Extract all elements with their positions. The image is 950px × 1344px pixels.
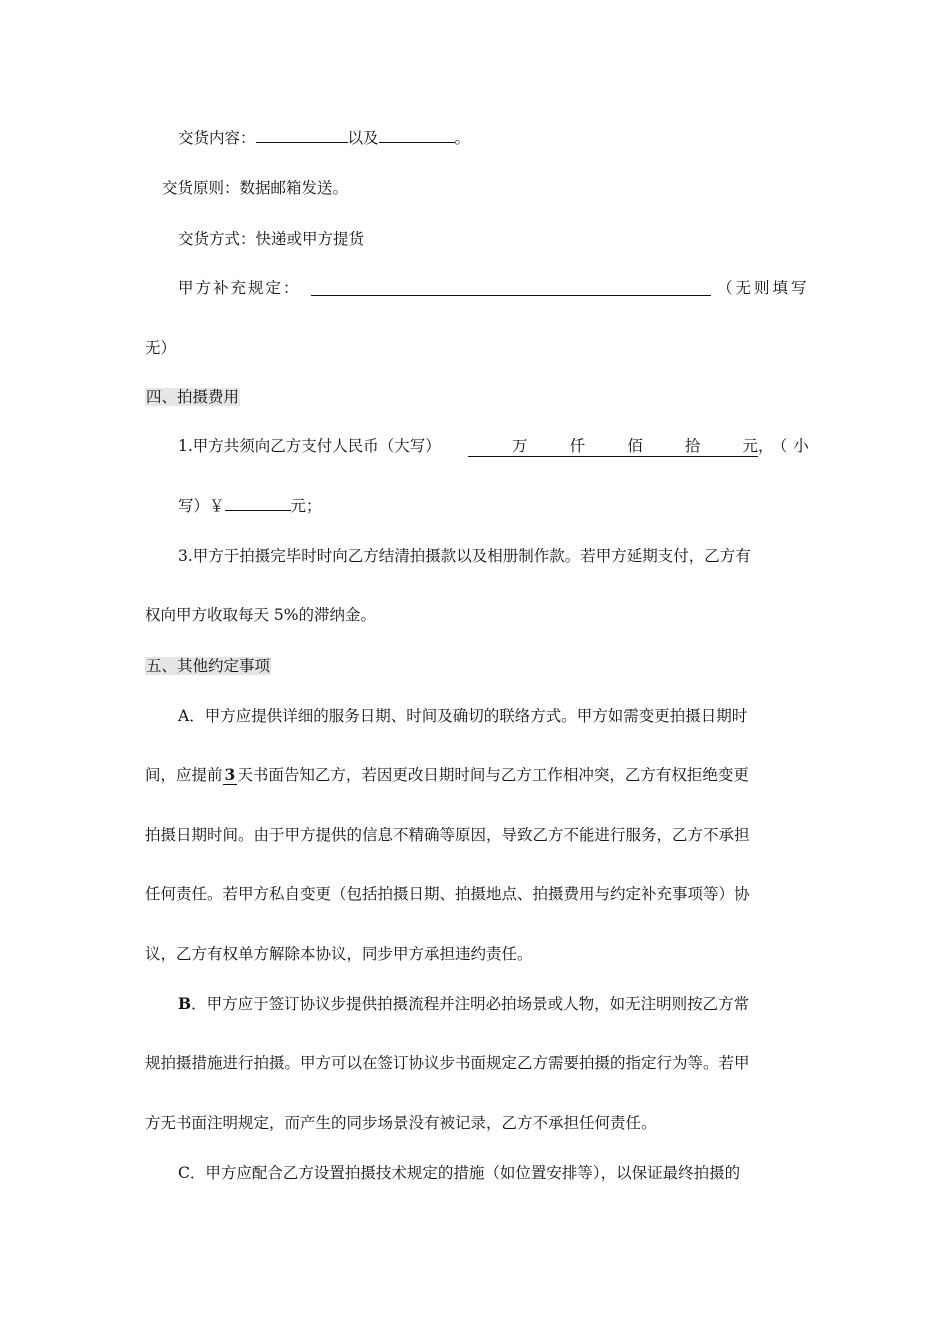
clause-a-line2 — [145, 765, 749, 785]
clause-c-line1: C．甲方应配合乙方设置拍摄技术规定的措施（如位置安排等），以保证最终拍摄的 — [178, 1164, 741, 1182]
clause-a-line4: 任何责任。若甲方私自变更（包括拍摄日期、拍摄地点、拍摄费用与约定补充事项等）协 — [145, 885, 750, 903]
delivery-content-blank-1[interactable] — [256, 127, 348, 143]
unit-wan: 万 — [512, 437, 528, 455]
fee-item1-line2-end: 元； — [290, 497, 322, 515]
clause-a-line1: A．甲方应提供详细的服务日期、时间及确切的联络方式。甲方如需变更拍摄日期时 — [178, 707, 748, 725]
delivery-supplement-line — [178, 278, 301, 298]
delivery-method: 交货方式：快递或甲方提货 — [178, 230, 365, 248]
fee-item1-line2-start: 写）￥ — [178, 497, 225, 515]
clause-a-line2-pre: 间，应提前 — [145, 766, 223, 784]
clause-b-label: B — [178, 994, 192, 1013]
section5-heading — [145, 656, 271, 676]
delivery-principle: 交货原则：数据邮箱发送。 — [162, 179, 349, 197]
supplement-blank[interactable] — [311, 280, 711, 296]
fee-item3-line1: 3.甲方于拍摄完毕时时向乙方结清拍摄款以及相册制作款。若甲方延期支付，乙方有 — [178, 547, 751, 565]
unit-yuan: 元 — [742, 437, 758, 455]
delivery-content-blank-2[interactable] — [379, 127, 455, 143]
supplement-note-a: （无则填写 — [717, 279, 810, 297]
clause-b-line1-text: ．甲方应于签订协议步提供拍摄流程并注明必拍场景或人物，如无注明则按乙方常 — [191, 995, 750, 1013]
fee-item1-start: 1.甲方共须向乙方支付人民币（大写） — [178, 437, 441, 455]
supplement-note-b: 无） — [145, 339, 177, 357]
clause-a-line2-post: 天书面告知乙方，若因更改日期时间与乙方工作相冲突，乙方有权拒绝变更 — [237, 766, 749, 784]
clause-a-line3: 拍摄日期时间。由于甲方提供的信息不精确等原因，导致乙方不能进行服务，乙方不承担 — [145, 826, 750, 844]
fee-item1-line2 — [178, 495, 322, 516]
clause-b-line2: 规拍摄措施进行拍摄。甲方可以在签订协议步书面规定乙方需要拍摄的指定行为等。若甲 — [145, 1054, 750, 1072]
supplement-label: 甲方补充规定： — [178, 279, 301, 297]
delivery-content-line — [178, 127, 470, 148]
fee-item1-tail: ，（小 — [758, 437, 815, 455]
notice-days: 3 — [224, 765, 236, 784]
fee-item3-line2: 权向甲方收取每天 5%的滞纳金。 — [145, 606, 377, 624]
delivery-content-end: 。 — [454, 129, 471, 147]
fee-small-amount-blank[interactable] — [225, 495, 291, 511]
fee-amount-units[interactable] — [468, 436, 758, 457]
section4-heading-text: 四、拍摄费用 — [146, 388, 240, 406]
section4-heading — [145, 387, 240, 407]
delivery-content-mid: 以及 — [347, 129, 379, 147]
clause-b-line3: 方无书面注明规定，而产生的同步场景没有被记录，乙方不承担任何责任。 — [145, 1114, 657, 1132]
unit-bai: 佰 — [627, 437, 643, 455]
section5-heading-text: 五、其他约定事项 — [146, 657, 271, 675]
clause-b-line1 — [178, 994, 749, 1014]
clause-a-line5: 议，乙方有权单方解除本协议，同步甲方承担违约责任。 — [145, 945, 533, 963]
unit-shi: 拾 — [684, 437, 701, 455]
delivery-content-label: 交货内容： — [178, 129, 256, 147]
unit-qian: 仟 — [569, 437, 586, 455]
